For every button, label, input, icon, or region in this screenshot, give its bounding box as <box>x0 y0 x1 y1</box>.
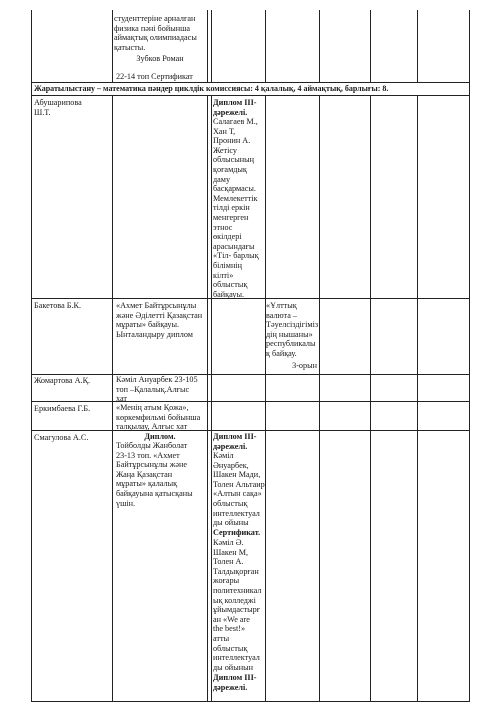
contest-place: 3-орын <box>292 361 317 370</box>
student-name: Зубков Роман <box>136 54 184 63</box>
teacher-name: Смагулова А.С. <box>34 433 89 442</box>
row-border <box>31 82 470 83</box>
section-header: Жаратылыстану – математика пәндер циклдік комиссиясы: 4 қалалық, 4 аймақтық, барлығы: 8. <box>34 84 389 93</box>
student-group-certificate: 22-14 топ Сертификат <box>116 72 193 81</box>
row-border <box>31 401 470 402</box>
teacher-name: Жомартова А.Қ. <box>34 376 91 385</box>
table-border-right <box>469 10 470 702</box>
table-border-col3 <box>211 95 212 702</box>
table-border-col4 <box>265 95 266 702</box>
table-border-col1 <box>112 95 113 702</box>
table-border-col6 <box>370 95 371 702</box>
table-border-col6 <box>370 10 371 82</box>
contest-description: Тойболды Жанболат 23-13 топ. «Ахмет Байтұрсынұлы және Жаңа Қазақстан мұраты» қалалық байқауына қатысқаны үшін. <box>116 441 193 508</box>
table-border-col5 <box>319 10 320 82</box>
award-title: Диплом ІІІ- дәрежелі. <box>213 98 257 117</box>
table-border-left <box>31 10 32 702</box>
table-border-col1 <box>112 10 113 82</box>
award-title: Диплом ІІІ- дәрежелі. <box>213 432 257 451</box>
contest-description: «Ахмет Байтұрсынұлы және Әділетті Қазақстан мұраты» байқауы. Ынталандыру диплом <box>116 301 203 339</box>
row-border <box>31 430 470 431</box>
award-title: Диплом. <box>144 432 176 441</box>
table-border-col4 <box>265 10 266 82</box>
republic-contest-description: «Ұлттық валюта – Тәуелсіздігіміз дің нышаны» республикалы қ байқау. <box>266 301 319 358</box>
contest-description: «Менің атым Қожа», көркемфильмі бойынша талқылау, Алғыс хат <box>116 403 201 432</box>
contest-description: Кәміл Ануарбек 23-105 топ –Қалалық.Алғыс хат <box>116 375 198 404</box>
award-details: Кәміл Ә. Шакен М, Толен А. Талдықорған жоғары политехникал ық колледжі ұйымдастырғ ан «We are the best!» атты облыстық интеллектуал ды ойынын <box>213 538 262 672</box>
row-border <box>31 374 470 375</box>
award-title: Диплом ІІІ- дәрежелі. <box>213 673 257 692</box>
olympiad-description: студенттеріне арналған физика пәні бойынша аймақтық олимпиадасы қатысты. <box>114 14 197 52</box>
teacher-name: Бакетова Б.К. <box>34 301 82 310</box>
row-border <box>31 701 470 702</box>
award-details: Кәміл Әнуарбек, Шакен Мади, Толен Альтаир «Алтын сақа» облыстық интеллектуал ды ойыны <box>213 451 265 528</box>
table-border-col7 <box>417 95 418 702</box>
table-border-col7 <box>417 10 418 82</box>
teacher-name: Абушарипова Ш.Т. <box>34 98 82 117</box>
table-border-col5 <box>319 95 320 702</box>
certificate-title: Сертификат. <box>213 528 261 537</box>
teacher-name: Еркимбаева Г.Б. <box>34 404 91 413</box>
award-details: Салагаев М., Хан Т, Пронин А. Жетісу облысының қоғамдық даму басқармасы. Мемлекеттік тілді еркін менгерген этнос өкілдері арасындағы «Тіл- барлық білімнің кілті» облыстық байқауы. <box>213 117 259 299</box>
row-border <box>31 95 470 96</box>
